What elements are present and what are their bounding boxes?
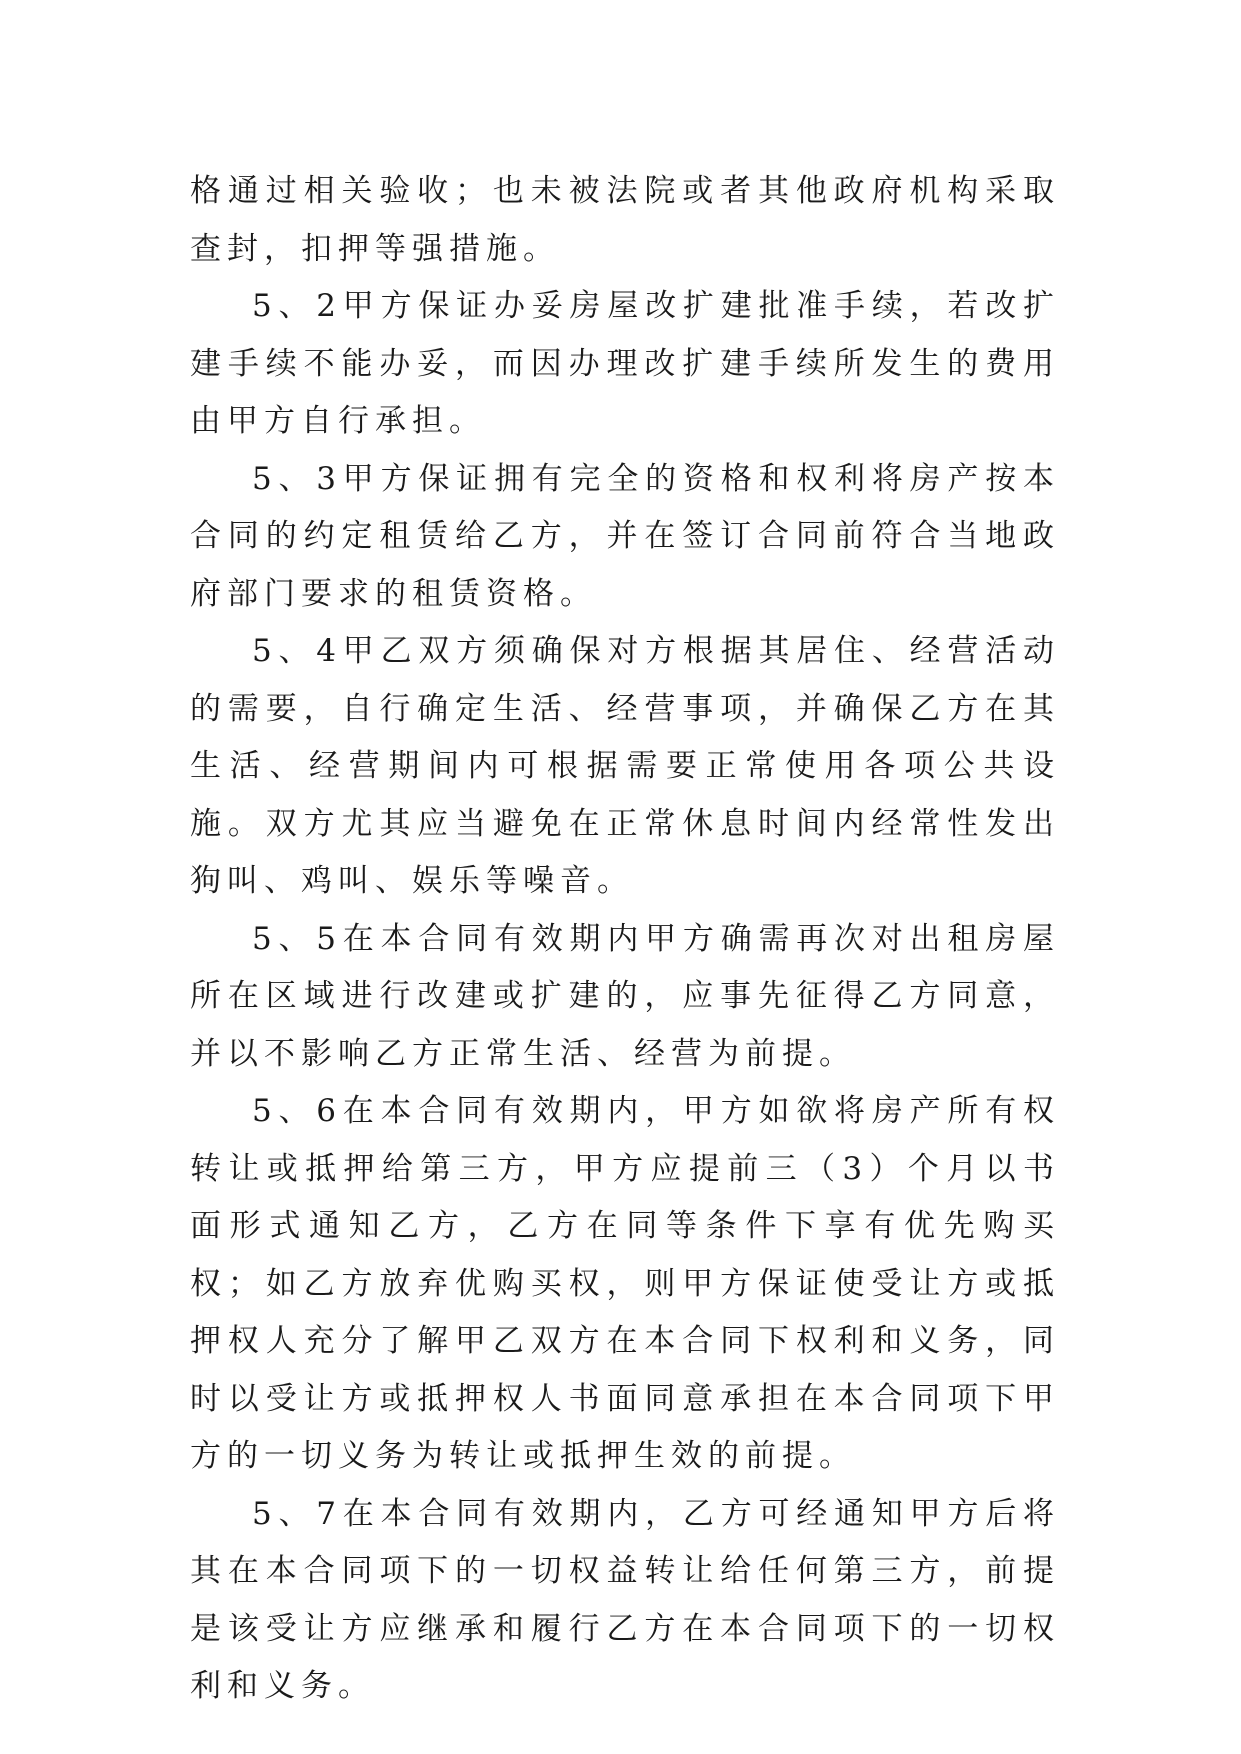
paragraph-clause-5-5: 5、5在本合同有效期内甲方确需再次对出租房屋所在区域进行改建或扩建的，应事先征得乙方同意，并以不影响乙方正常生活、经营为前提。 xyxy=(190,920,1060,1072)
paragraph-clause-5-2: 5、2甲方保证办妥房屋改扩建批准手续，若改扩建手续不能办妥，而因办理改扩建手续所发生的费用由甲方自行承担。 xyxy=(190,288,1060,439)
paragraph-clause-5-3: 5、3甲方保证拥有完全的资格和权利将房产按本合同的约定租赁给乙方，并在签订合同前符合当地政府部门要求的租赁资格。 xyxy=(190,460,1060,612)
paragraph-clause-5-4: 5、4甲乙双方须确保对方根据其居住、经营活动的需要，自行确定生活、经营事项，并确保乙方在其生活、经营期间内可根据需要正常使用各项公共设施。双方尤其应当避免在正常休息时间内经常性发出狗叫、鸡叫、娱乐等噪音。 xyxy=(190,633,1060,899)
document-body xyxy=(190,163,1060,1716)
paragraph-clause-5-6: 5、6在本合同有效期内，甲方如欲将房产所有权转让或抵押给第三方，甲方应提前三（3）个月以书面形式通知乙方，乙方在同等条件下享有优先购买权；如乙方放弃优购买权，则甲方保证使受让方或抵押权人充分了解甲乙双方在本合同下权利和义务，同时以受让方或抵押权人书面同意承担在本合同项下甲方的一切义务为转让或抵押生效的前提。 xyxy=(190,1093,1060,1474)
paragraph-continuation: 格通过相关验收；也未被法院或者其他政府机构采取查封，扣押等强措施。 xyxy=(190,173,1060,267)
paragraph-clause-5-7: 5、7在本合同有效期内，乙方可经通知甲方后将其在本合同项下的一切权益转让给任何第三方，前提是该受让方应继承和履行乙方在本合同项下的一切权利和义务。 xyxy=(190,1495,1060,1704)
